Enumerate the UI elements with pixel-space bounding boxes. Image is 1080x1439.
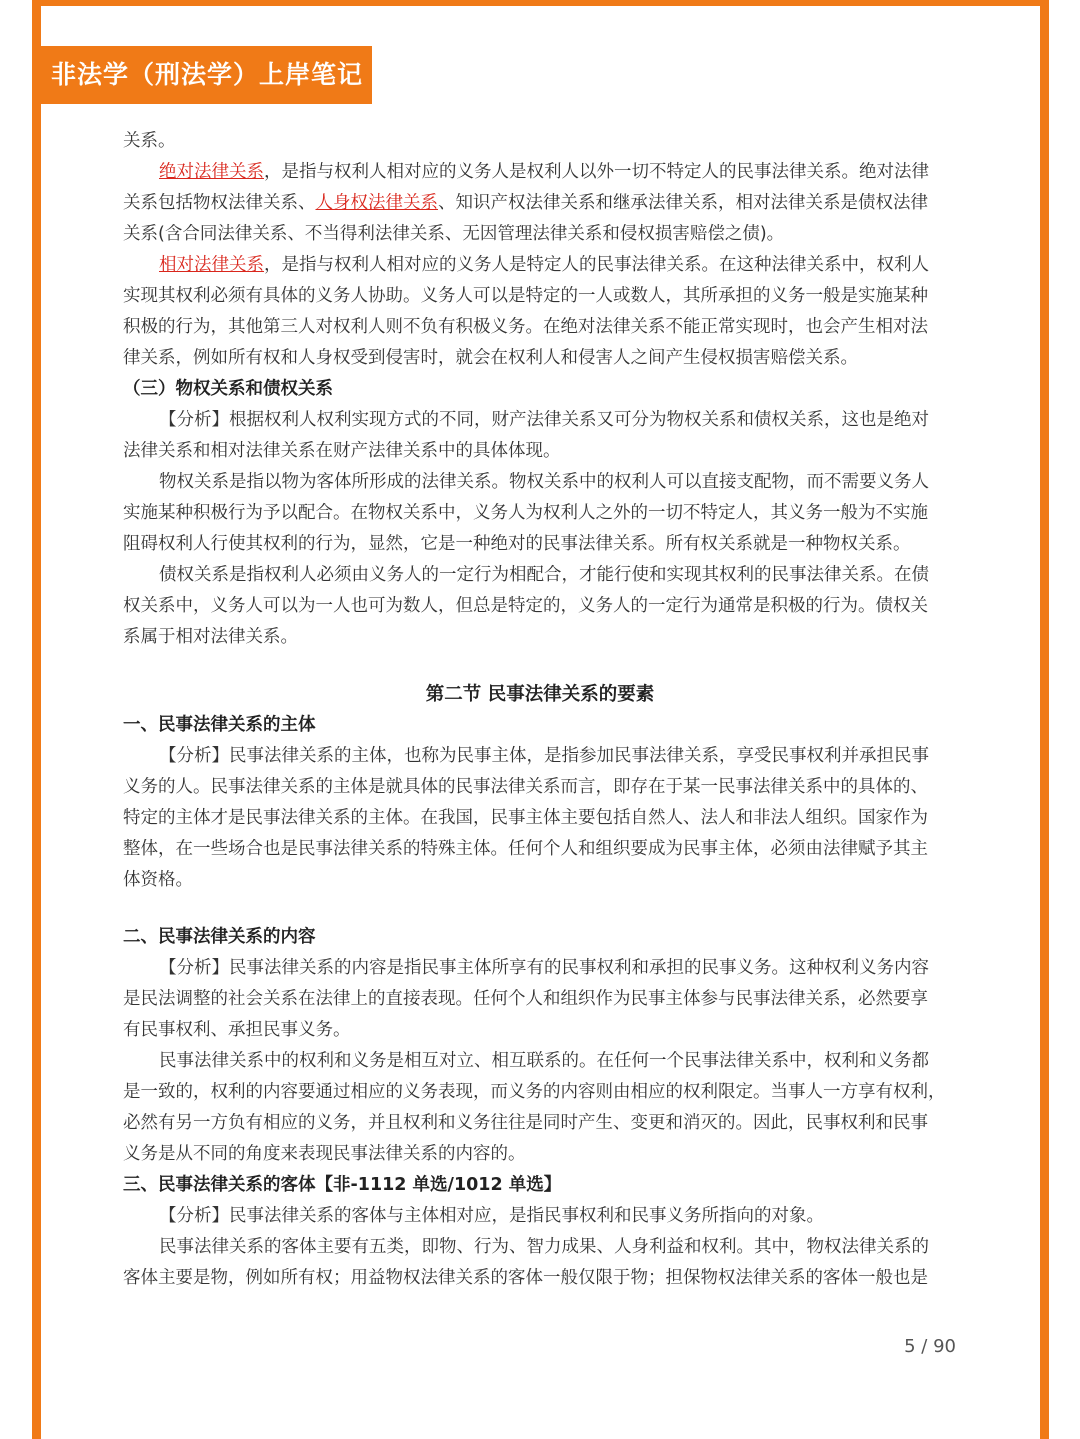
text-line: 【分析】民事法律关系的客体与主体相对应，是指民事权利和民事义务所指向的对象。 — [159, 1206, 824, 1226]
text-line: 【分析】民事法律关系的主体，也称为民事主体，是指参加民事法律关系，享受民事权利并承担民事 — [159, 746, 929, 766]
text-line: 律关系，例如所有权和人身权受到侵害时，就会在权利人和侵害人之间产生侵权损害赔偿关系。 — [123, 348, 858, 368]
text-line: 是民法调整的社会关系在法律上的直接表现。任何个人和组织作为民事主体参与民事法律关系，必然要享 — [123, 989, 928, 1009]
term-link[interactable]: 相对法律关系 — [159, 255, 264, 275]
text-line: 阻碍权利人行使其权利的行为，显然，它是一种绝对的民事法律关系。所有权关系就是一种物权关系。 — [123, 534, 911, 554]
text-line: 积极的行为，其他第三人对权利人则不负有积极义务。在绝对法律关系不能正常实现时，也会产生相对法 — [123, 317, 928, 337]
text-line: 实现其权利必须有具体的义务人协助。义务人可以是特定的一人或数人，其所承担的义务一般是实施某种 — [123, 286, 928, 306]
subheading: 二、民事法律关系的内容 — [123, 927, 316, 947]
text-line: 特定的主体才是民事法律关系的主体。在我国，民事主体主要包括自然人、法人和非法人组织。国家作为 — [123, 808, 928, 828]
subheading: 一、民事法律关系的主体 — [123, 715, 316, 735]
paragraph-relative-relation — [159, 250, 929, 281]
text-line: 整体，在一些场合也是民事法律关系的特殊主体。任何个人和组织要成为民事主体，必须由法律赋予其主 — [123, 839, 928, 859]
left-border — [32, 0, 41, 1439]
paragraph-absolute-relation — [159, 157, 929, 188]
text-line: 关系。 — [123, 131, 176, 151]
text-line: 民事法律关系中的权利和义务是相互对立、相互联系的。在任何一个民事法律关系中，权利和义务都 — [159, 1051, 929, 1071]
text-line: 物权关系是指以物为客体所形成的法律关系。物权关系中的权利人可以直接支配物，而不需要义务人 — [159, 472, 929, 492]
text-span: ，是指与权利人相对应的义务人是特定人的民事法律关系。在这种法律关系中，权利人 — [264, 255, 929, 275]
text-line — [123, 188, 928, 219]
term-link[interactable]: 人身权法律关系 — [315, 193, 438, 213]
text-line: 客体主要是物，例如所有权；用益物权法律关系的客体一般仅限于物；担保物权法律关系的客体一般也是 — [123, 1268, 928, 1288]
text-line: 关系(含合同法律关系、不当得利法律关系、无因管理法律关系和侵权损害赔偿之债)。 — [123, 224, 785, 244]
text-line: 有民事权利、承担民事义务。 — [123, 1020, 351, 1040]
text-line: 债权关系是指权利人必须由义务人的一定行为相配合，才能行使和实现其权利的民事法律关系。在债 — [159, 565, 929, 585]
text-span: 关系包括物权法律关系、 — [123, 193, 316, 213]
text-line: 系属于相对法律关系。 — [123, 627, 298, 647]
text-line: 义务的人。民事法律关系的主体是就具体的民事法律关系而言，即存在于某一民事法律关系中的具体的、 — [123, 777, 928, 797]
section-title: 第二节 民事法律关系的要素 — [425, 684, 655, 705]
term-link[interactable]: 绝对法律关系 — [159, 162, 264, 182]
text-line: 法律关系和相对法律关系在财产法律关系中的具体体现。 — [123, 441, 561, 461]
text-line: 民事法律关系的客体主要有五类，即物、行为、智力成果、人身利益和权利。其中，物权法律关系的 — [159, 1237, 929, 1257]
text-line: 【分析】根据权利人权利实现方式的不同，财产法律关系又可分为物权关系和债权关系，这也是绝对 — [159, 410, 929, 430]
text-span: ，是指与权利人相对应的义务人是权利人以外一切不特定人的民事法律关系。绝对法律 — [264, 162, 929, 182]
header-banner: 非法学（刑法学）上岸笔记 — [41, 46, 372, 104]
text-line: 权关系中，义务人可以为一人也可为数人，但总是特定的，义务人的一定行为通常是积极的行为。债权关 — [123, 596, 928, 616]
text-line: 体资格。 — [123, 870, 193, 890]
right-border — [1040, 0, 1049, 1439]
text-line: 义务是从不同的角度来表现民事法律关系的内容的。 — [123, 1144, 526, 1164]
text-line: 【分析】民事法律关系的内容是指民事主体所享有的民事权利和承担的民事义务。这种权利义务内容 — [159, 958, 929, 978]
page-number: 5 / 90 — [904, 1336, 956, 1357]
subheading: 三、民事法律关系的客体【非-1112 单选/1012 单选】 — [123, 1175, 562, 1195]
subheading: （三）物权关系和债权关系 — [123, 379, 333, 399]
text-span: 、知识产权法律关系和继承法律关系，相对法律关系是债权法律 — [438, 193, 928, 213]
top-border — [32, 0, 1049, 6]
text-line: 必然有另一方负有相应的义务，并且权利和义务往往是同时产生、变更和消灭的。因此，民事权利和民事 — [123, 1113, 928, 1133]
text-line: 实施某种积极行为予以配合。在物权关系中，义务人为权利人之外的一切不特定人，其义务一般为不实施 — [123, 503, 928, 523]
text-line: 是一致的，权利的内容要通过相应的义务表现，而义务的内容则由相应的权利限定。当事人一方享有权利， — [123, 1082, 946, 1102]
